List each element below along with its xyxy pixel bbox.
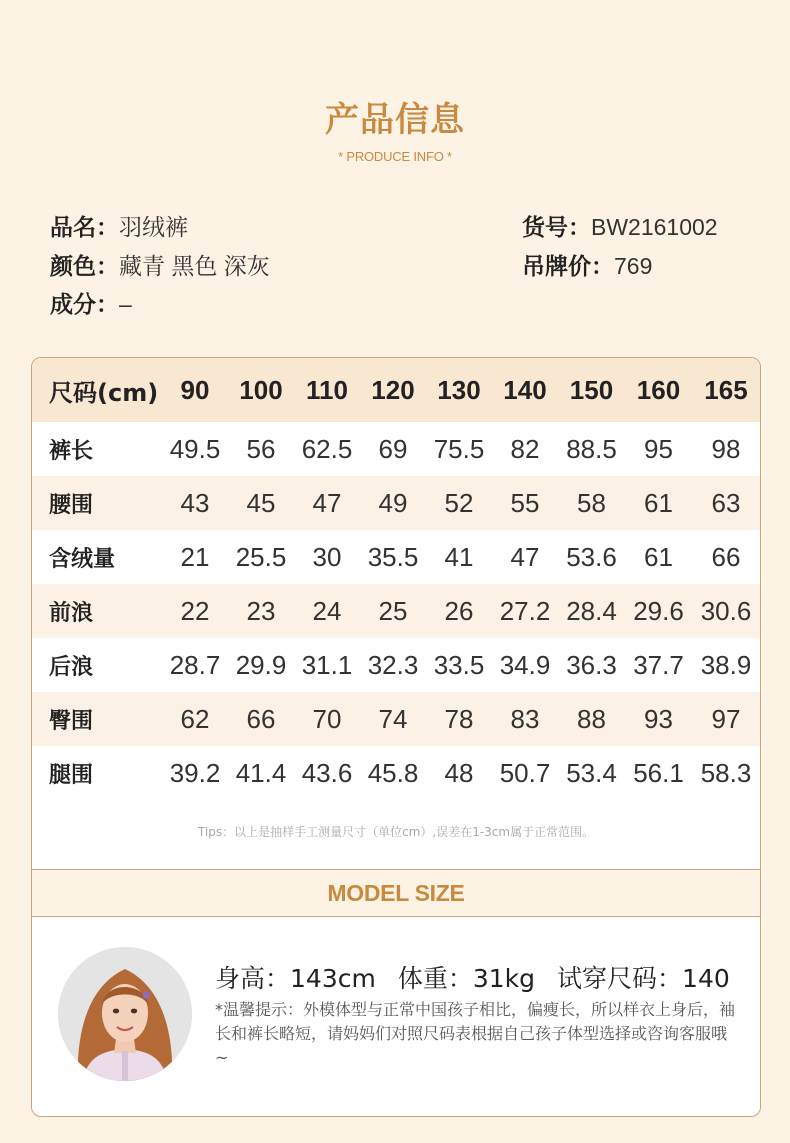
size-cell: 45 — [246, 487, 276, 518]
size-cell: 24 — [312, 595, 342, 626]
size-row-label: 后浪 — [49, 654, 94, 680]
model-weight-value: 31kg — [472, 964, 536, 993]
size-table-header: 120 — [371, 374, 415, 405]
size-cell: 70 — [312, 703, 342, 734]
size-table-header: 130 — [437, 374, 481, 405]
size-table-header: 100 — [239, 374, 283, 405]
size-cell: 41.4 — [235, 757, 287, 788]
size-cell: 21 — [180, 541, 210, 572]
size-cell: 25 — [378, 595, 408, 626]
size-table-row — [32, 422, 760, 476]
size-cell: 61 — [644, 487, 673, 518]
product-color-value: 藏青 黑色 深灰 — [119, 253, 270, 279]
size-cell: 43.6 — [301, 757, 353, 788]
model-stats — [215, 959, 730, 995]
product-composition-value: – — [119, 291, 132, 317]
size-cell: 98 — [711, 433, 741, 464]
size-cell: 74 — [378, 703, 408, 734]
size-table-header: 尺码(cm) — [49, 378, 159, 407]
model-height-label: 身高： — [215, 964, 291, 993]
model-height-value: 143cm — [290, 964, 376, 993]
size-table-header: 140 — [503, 374, 547, 405]
size-table-row — [32, 638, 760, 692]
model-portrait-image — [58, 947, 192, 1081]
size-cell: 75.5 — [433, 433, 485, 464]
product-color-label: 颜色： — [50, 254, 119, 280]
size-table-row — [32, 530, 760, 584]
size-cell: 30 — [312, 541, 342, 572]
size-cell: 93 — [644, 703, 673, 734]
size-table-header: 110 — [306, 374, 348, 405]
size-cell: 69 — [378, 433, 408, 464]
size-cell: 61 — [644, 541, 673, 572]
size-cell: 78 — [444, 703, 474, 734]
size-table — [32, 358, 760, 800]
size-cell: 88 — [577, 703, 606, 734]
size-cell: 31.1 — [301, 649, 353, 680]
size-cell: 29.9 — [235, 649, 287, 680]
size-cell: 63 — [711, 487, 741, 518]
size-row-label: 腰围 — [49, 492, 94, 518]
model-size-title: MODEL SIZE — [32, 869, 760, 917]
size-table-row — [32, 476, 760, 530]
size-table-header: 160 — [636, 374, 681, 405]
size-cell: 36.3 — [566, 649, 617, 680]
size-table-header: 90 — [180, 374, 210, 405]
page-title: 产品信息 — [325, 100, 465, 140]
product-composition-row — [50, 288, 132, 321]
size-cell: 22 — [180, 595, 210, 626]
size-cell: 34.9 — [499, 649, 551, 680]
size-cell: 38.9 — [700, 649, 752, 680]
product-price-value: 769 — [614, 253, 653, 279]
product-sku-row — [522, 211, 718, 244]
size-cell: 26 — [444, 595, 474, 626]
size-cell: 83 — [510, 703, 540, 734]
size-cell: 41 — [444, 541, 474, 572]
size-table-body — [32, 422, 760, 800]
size-cell: 37.7 — [633, 649, 684, 680]
size-cell: 88.5 — [566, 433, 617, 464]
measurement-tips: Tips：以上是抽样手工测量尺寸（单位cm）,误差在1-3cm属于正常范围。 — [197, 825, 595, 839]
size-cell: 29.6 — [633, 595, 684, 626]
size-cell: 56 — [246, 433, 276, 464]
size-cell: 28.7 — [169, 649, 221, 680]
size-row-label: 前浪 — [49, 600, 94, 626]
size-cell: 39.2 — [169, 757, 221, 788]
size-cell: 45.8 — [367, 757, 419, 788]
size-cell: 82 — [510, 433, 540, 464]
size-cell: 97 — [711, 703, 741, 734]
product-name-row — [50, 211, 188, 244]
product-color-row — [50, 250, 270, 283]
size-cell: 66 — [711, 541, 741, 572]
size-cell: 48 — [444, 757, 474, 788]
size-cell: 30.6 — [700, 595, 752, 626]
size-cell: 47 — [312, 487, 342, 518]
size-cell: 25.5 — [235, 541, 287, 572]
size-cell: 53.6 — [566, 541, 617, 572]
model-avatar — [58, 947, 192, 1081]
product-name-value: 羽绒裤 — [119, 214, 188, 240]
size-cell: 23 — [246, 595, 276, 626]
size-row-label: 臀围 — [49, 708, 94, 734]
product-price-row — [522, 250, 652, 283]
product-sku-value: BW2161002 — [591, 214, 718, 240]
size-cell: 49 — [378, 487, 408, 518]
page-subtitle: * PRODUCE INFO * — [338, 149, 452, 164]
model-fit-note: *温馨提示：外模体型与正常中国孩子相比，偏瘦长，所以样衣上身后，袖长和裤长略短，请妈妈们对照尺码表根据自己孩子体型选择或咨询客服哦~ — [215, 1000, 736, 1067]
size-cell: 47 — [510, 541, 540, 572]
size-cell: 49.5 — [169, 433, 221, 464]
size-table-row — [32, 692, 760, 746]
size-table-row — [32, 584, 760, 638]
size-table-header: 150 — [569, 374, 614, 405]
model-trial-size-label: 试穿尺码： — [557, 964, 683, 993]
size-cell: 95 — [644, 433, 673, 464]
size-cell: 50.7 — [499, 757, 551, 788]
size-cell: 43 — [180, 487, 210, 518]
model-weight-label: 体重： — [397, 964, 473, 993]
size-row-label: 含绒量 — [49, 546, 116, 572]
size-row-label: 裤长 — [49, 438, 94, 464]
size-table-row — [32, 746, 760, 800]
size-table-header: 165 — [704, 374, 748, 405]
size-cell: 32.3 — [367, 649, 419, 680]
size-cell: 52 — [444, 487, 474, 518]
size-cell: 35.5 — [367, 541, 419, 572]
size-cell: 53.4 — [566, 757, 617, 788]
size-cell: 62.5 — [301, 433, 353, 464]
size-cell: 66 — [246, 703, 276, 734]
size-cell: 55 — [510, 487, 540, 518]
size-cell: 58.3 — [700, 757, 752, 788]
size-row-label: 腿围 — [49, 762, 94, 788]
size-cell: 28.4 — [566, 595, 617, 626]
size-cell: 27.2 — [499, 595, 551, 626]
size-cell: 33.5 — [433, 649, 485, 680]
size-cell: 56.1 — [633, 757, 684, 788]
product-composition-label: 成分： — [50, 292, 119, 318]
model-trial-size-value: 140 — [682, 964, 730, 993]
product-sku-label: 货号： — [522, 215, 591, 241]
size-panel — [31, 357, 761, 1117]
size-cell: 62 — [180, 703, 210, 734]
product-price-label: 吊牌价： — [522, 254, 614, 280]
size-cell: 58 — [577, 487, 606, 518]
product-name-label: 品名： — [50, 215, 119, 241]
size-table-header-row — [32, 358, 760, 422]
